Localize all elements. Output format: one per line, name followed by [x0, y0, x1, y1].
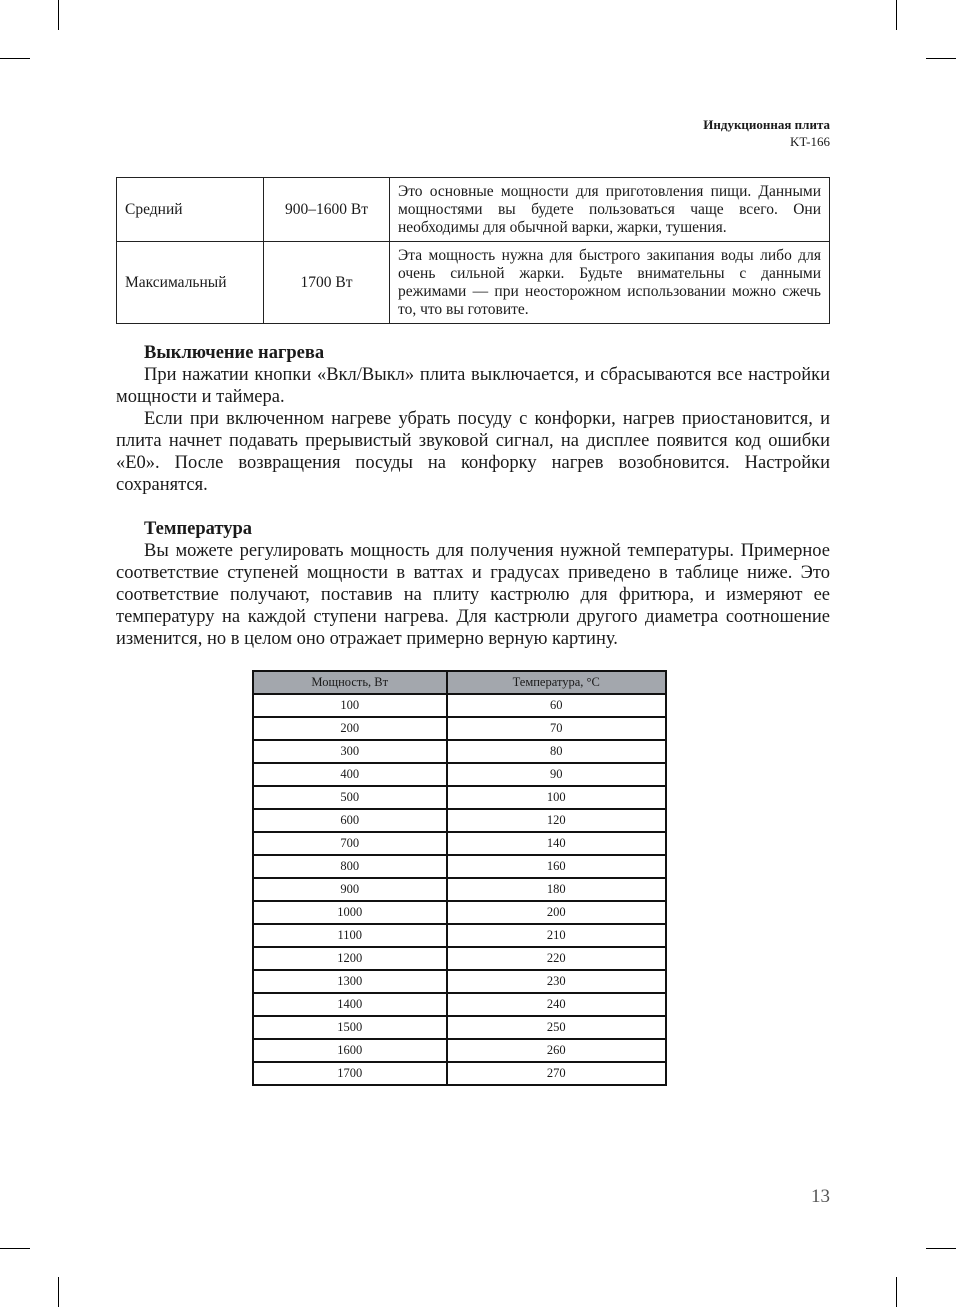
temperature-cell: 90 — [447, 763, 667, 786]
power-cell: 400 — [253, 763, 447, 786]
temperature-cell: 180 — [447, 878, 667, 901]
table-row — [253, 717, 666, 740]
power-cell: 700 — [253, 832, 447, 855]
power-cell: 1400 — [253, 993, 447, 1016]
temperature-cell: 70 — [447, 717, 667, 740]
power-cell: 100 — [253, 694, 447, 717]
power-cell: 1700 — [253, 1062, 447, 1085]
table-row — [253, 1016, 666, 1039]
temperature-cell: 270 — [447, 1062, 667, 1085]
crop-mark — [896, 0, 897, 30]
crop-mark — [896, 1277, 897, 1307]
temperature-cell: 250 — [447, 1016, 667, 1039]
table-row — [253, 855, 666, 878]
crop-mark — [0, 1248, 30, 1249]
header-model: KT-166 — [790, 134, 830, 149]
mode-name: Максимальный — [117, 242, 264, 324]
table-row — [253, 901, 666, 924]
column-header: Температура, °С — [447, 671, 667, 694]
table-row — [117, 178, 830, 242]
power-cell: 1600 — [253, 1039, 447, 1062]
table-row — [253, 740, 666, 763]
temperature-cell: 100 — [447, 786, 667, 809]
section-heating-off — [116, 342, 830, 496]
power-cell: 1500 — [253, 1016, 447, 1039]
power-cell: 1000 — [253, 901, 447, 924]
power-cell: 1100 — [253, 924, 447, 947]
crop-mark — [58, 1277, 59, 1307]
mode-name: Средний — [117, 178, 264, 242]
mode-power: 900–1600 Вт — [264, 178, 390, 242]
power-cell: 200 — [253, 717, 447, 740]
table-row — [253, 947, 666, 970]
paragraph: Вы можете регулировать мощность для получения нужной температуры. Примерное соответствие ступеней мощности в ваттах и градусах приведено в таблице ниже. Это соответствие получают, поставив на плиту кастрюлю для фритюра, и измеряют ее температуру на каждой ступени нагрева. Для кастрюли другого диаметра соотношение изменится, но в целом оно отражает примерно верную картину. — [116, 541, 830, 649]
temperature-cell: 60 — [447, 694, 667, 717]
table-header-row — [253, 671, 666, 694]
mode-description: Это основные мощности для приготовления пищи. Данными мощностями вы будете пользоваться чаще всего. Они необходимы для обычной варки, жарки, тушения. — [390, 178, 830, 242]
mode-power: 1700 Вт — [264, 242, 390, 324]
running-header — [703, 116, 830, 150]
temperature-cell: 210 — [447, 924, 667, 947]
crop-mark — [0, 58, 30, 59]
power-cell: 300 — [253, 740, 447, 763]
crop-mark — [58, 0, 59, 30]
table-row — [253, 832, 666, 855]
table-row — [117, 242, 830, 324]
paragraph: Если при включенном нагреве убрать посуду с конфорки, нагрев приостановится, и плита начнет подавать прерывистый звуковой сигнал, на дисплее появится код ошибки «Е0». После возвращения посуды на конфорку нагрев возобновится. Настройки сохранятся. — [116, 409, 830, 495]
power-cell: 600 — [253, 809, 447, 832]
table-row — [253, 1039, 666, 1062]
temperature-cell: 240 — [447, 993, 667, 1016]
crop-mark — [926, 1248, 956, 1249]
temperature-cell: 220 — [447, 947, 667, 970]
section-heading: Выключение нагрева — [144, 343, 325, 363]
power-cell: 1200 — [253, 947, 447, 970]
crop-mark — [926, 58, 956, 59]
paragraph: При нажатии кнопки «Вкл/Выкл» плита выключается, и сбрасываются все настройки мощности и таймера. — [116, 365, 830, 407]
power-cell: 1300 — [253, 970, 447, 993]
power-cell: 500 — [253, 786, 447, 809]
table-row — [253, 763, 666, 786]
mode-description: Эта мощность нужна для быстрого закипания воды либо для очень сильной жарки. Будьте внимательны с данными режимами — при неосторожном использовании можно сжечь то, что вы готовите. — [390, 242, 830, 324]
table-row — [253, 1062, 666, 1085]
section-heading: Температура — [144, 519, 253, 539]
table-row — [253, 924, 666, 947]
page-number: 13 — [811, 1186, 830, 1207]
temperature-cell: 120 — [447, 809, 667, 832]
section-temperature — [116, 518, 830, 650]
table-row — [253, 694, 666, 717]
temperature-cell: 230 — [447, 970, 667, 993]
header-title: Индукционная плита — [703, 117, 830, 132]
table-row — [253, 809, 666, 832]
temperature-cell: 80 — [447, 740, 667, 763]
power-modes-table — [116, 177, 830, 324]
power-temperature-table — [252, 670, 667, 1086]
table-row — [253, 993, 666, 1016]
temperature-cell: 140 — [447, 832, 667, 855]
table-row — [253, 878, 666, 901]
power-cell: 800 — [253, 855, 447, 878]
temperature-cell: 260 — [447, 1039, 667, 1062]
table-row — [253, 970, 666, 993]
temperature-cell: 200 — [447, 901, 667, 924]
column-header: Мощность, Вт — [253, 671, 447, 694]
power-cell: 900 — [253, 878, 447, 901]
temperature-cell: 160 — [447, 855, 667, 878]
table-row — [253, 786, 666, 809]
